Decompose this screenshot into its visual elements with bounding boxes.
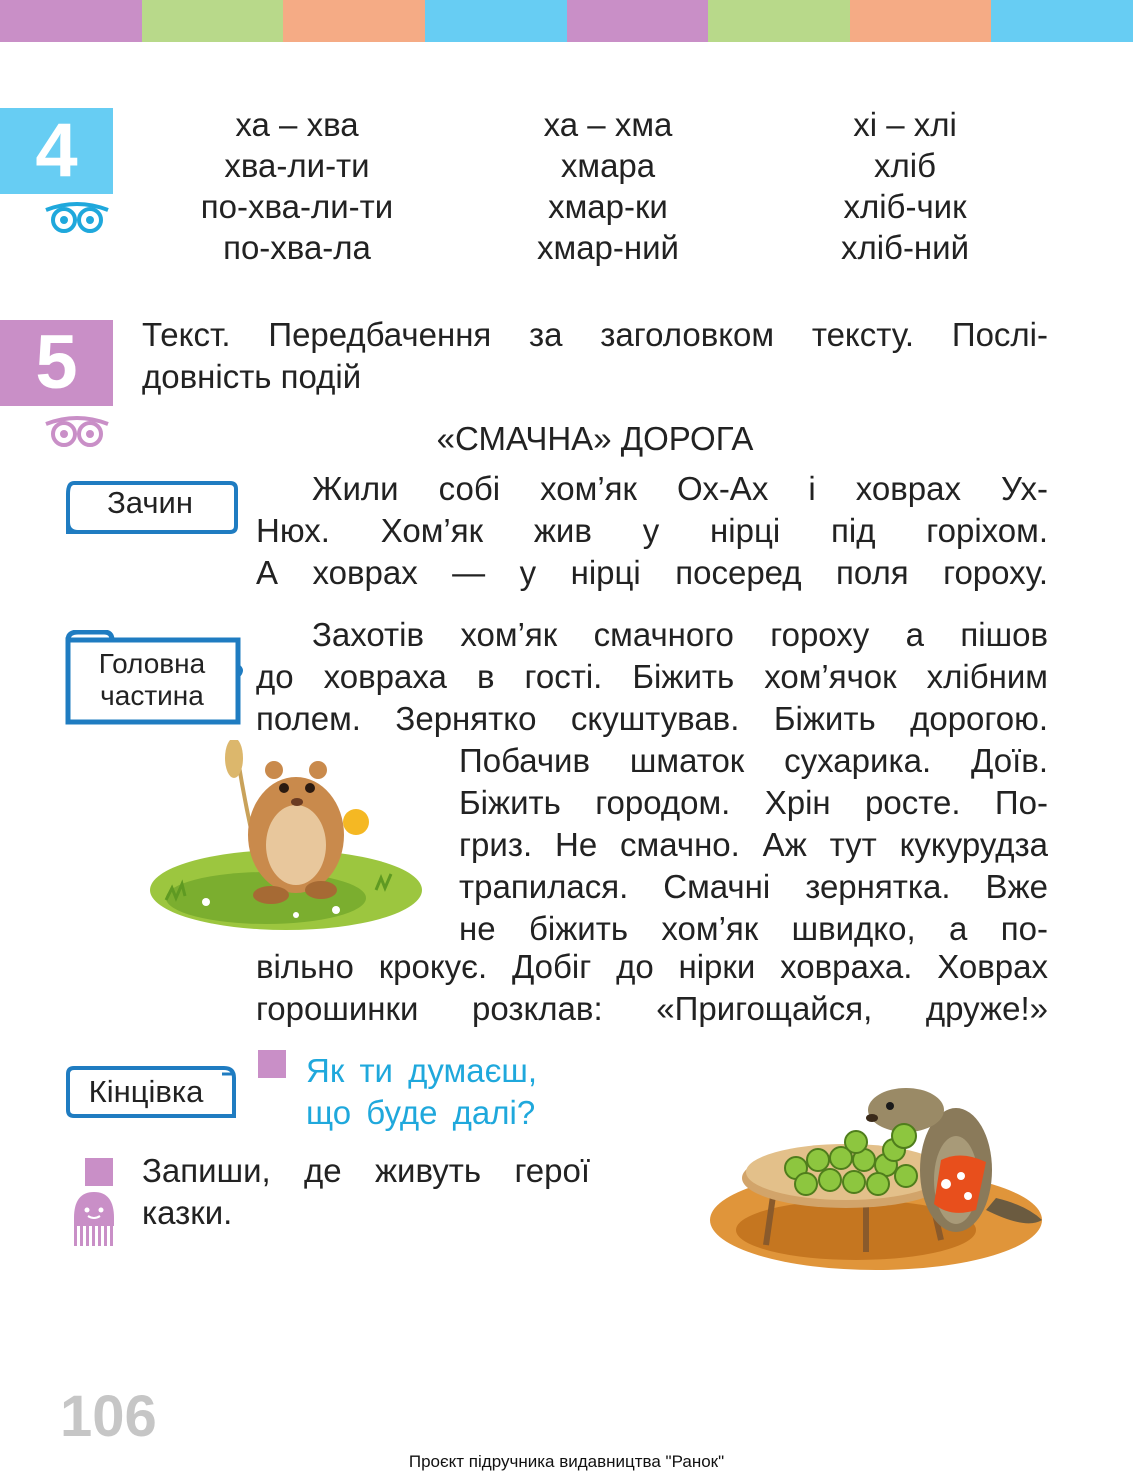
main-paragraph-middle — [459, 740, 1048, 950]
intro-tag: Зачин — [107, 485, 193, 520]
syllable-item: ха – хма — [543, 106, 673, 143]
story-line: горошинки розклав: «Пригощайся, друже!» — [256, 990, 1048, 1027]
story-line: Нюх. Хом’як жив у нірці під горіхом. — [256, 512, 1048, 549]
main-tag-line: Головна — [98, 648, 206, 679]
syllable-item: хмар-ний — [537, 229, 679, 266]
question-text — [306, 1050, 537, 1134]
strip-segment — [0, 0, 142, 42]
task-square-icon — [258, 1050, 286, 1078]
page-number: 106 — [60, 1384, 157, 1449]
story-line: А ховрах — у нірці посеред поля гороху. — [256, 554, 1048, 591]
syllable-column-1 — [170, 104, 424, 268]
story-line: Побачив шматок сухарика. Доїв. — [459, 742, 1048, 779]
story-line: Захотів хом’як смачного гороху а пішов — [312, 616, 1048, 653]
main-paragraph-bottom — [256, 946, 1048, 1030]
strip-segment — [567, 0, 709, 42]
write-task-text — [142, 1150, 590, 1234]
story-line: Біжить городом. Хрін росте. По- — [459, 784, 1048, 821]
syllable-column-3 — [810, 104, 1000, 268]
task-square-icon — [85, 1158, 113, 1186]
syllable-item: хмар-ки — [548, 188, 668, 225]
task-line: Текст. Передбачення за заголовком тексту. Послі- — [142, 316, 1048, 353]
hamster-running-with-wheat-illustration — [146, 740, 436, 930]
syllable-item: по-хва-ли-ти — [200, 188, 394, 225]
exercise-number-label: 4 — [35, 108, 78, 193]
write-task-line: Запиши, де живуть герої — [142, 1152, 590, 1189]
story-line: вільно крокує. Добіг до нірки ховраха. Ховрах — [256, 948, 1048, 985]
question-line: Як ти думаєш, — [306, 1052, 538, 1089]
main-paragraph-top — [256, 614, 1048, 740]
syllable-item: хліб-чик — [843, 188, 967, 225]
syllable-column-2 — [490, 104, 726, 268]
story-line: полем. Зернятко скуштував. Біжить дорогою. — [256, 700, 1048, 737]
syllable-item: хліб-ний — [840, 229, 970, 266]
syllable-item: по-хва-ла — [223, 229, 371, 266]
strip-segment — [850, 0, 992, 42]
octopus-writing-icon — [68, 1188, 120, 1248]
story-line: трапилася. Смачні зернятка. Вже — [459, 868, 1048, 905]
strip-segment — [142, 0, 284, 42]
syllable-item: хліб — [874, 147, 936, 184]
intro-paragraph — [256, 468, 1048, 594]
ending-tag: Кінцівка — [88, 1074, 204, 1109]
strip-segment — [991, 0, 1133, 42]
story-title: «СМАЧНА» ДОРОГА — [436, 420, 754, 457]
strip-segment — [425, 0, 567, 42]
owl-eyes-icon — [44, 414, 110, 448]
owl-eyes-icon — [44, 200, 110, 234]
story-line: Жили собі хом’як Ох-Ах і ховрах Ух- — [312, 470, 1048, 507]
story-line: гриз. Не смачно. Аж тут кукурудза — [459, 826, 1048, 863]
exercise-number-5 — [0, 320, 113, 406]
syllable-item: хі – хлі — [853, 106, 957, 143]
story-line: не біжить хом’як швидко, а по- — [459, 910, 1048, 947]
exercise-number-label: 5 — [35, 320, 78, 405]
task-line: довність подій — [142, 358, 362, 395]
strip-segment — [283, 0, 425, 42]
gopher-with-peas-table-illustration — [706, 1080, 1056, 1270]
task-heading — [142, 314, 1048, 398]
question-line: що буде далі? — [306, 1094, 536, 1131]
main-tag-line: частина — [100, 680, 204, 711]
syllable-item: хва-ли-ти — [224, 147, 370, 184]
exercise-number-4 — [0, 108, 113, 194]
syllable-item: хмара — [560, 147, 656, 184]
write-task-line: казки. — [142, 1194, 233, 1231]
main-tag-label — [72, 648, 232, 712]
story-line: до ховраха в гості. Біжить хом’ячок хлібним — [256, 658, 1048, 695]
publisher-footer: Проєкт підручника видавництва "Ранок" — [408, 1452, 725, 1471]
strip-segment — [708, 0, 850, 42]
syllable-item: ха – хва — [235, 106, 359, 143]
top-color-strip — [0, 0, 1133, 42]
